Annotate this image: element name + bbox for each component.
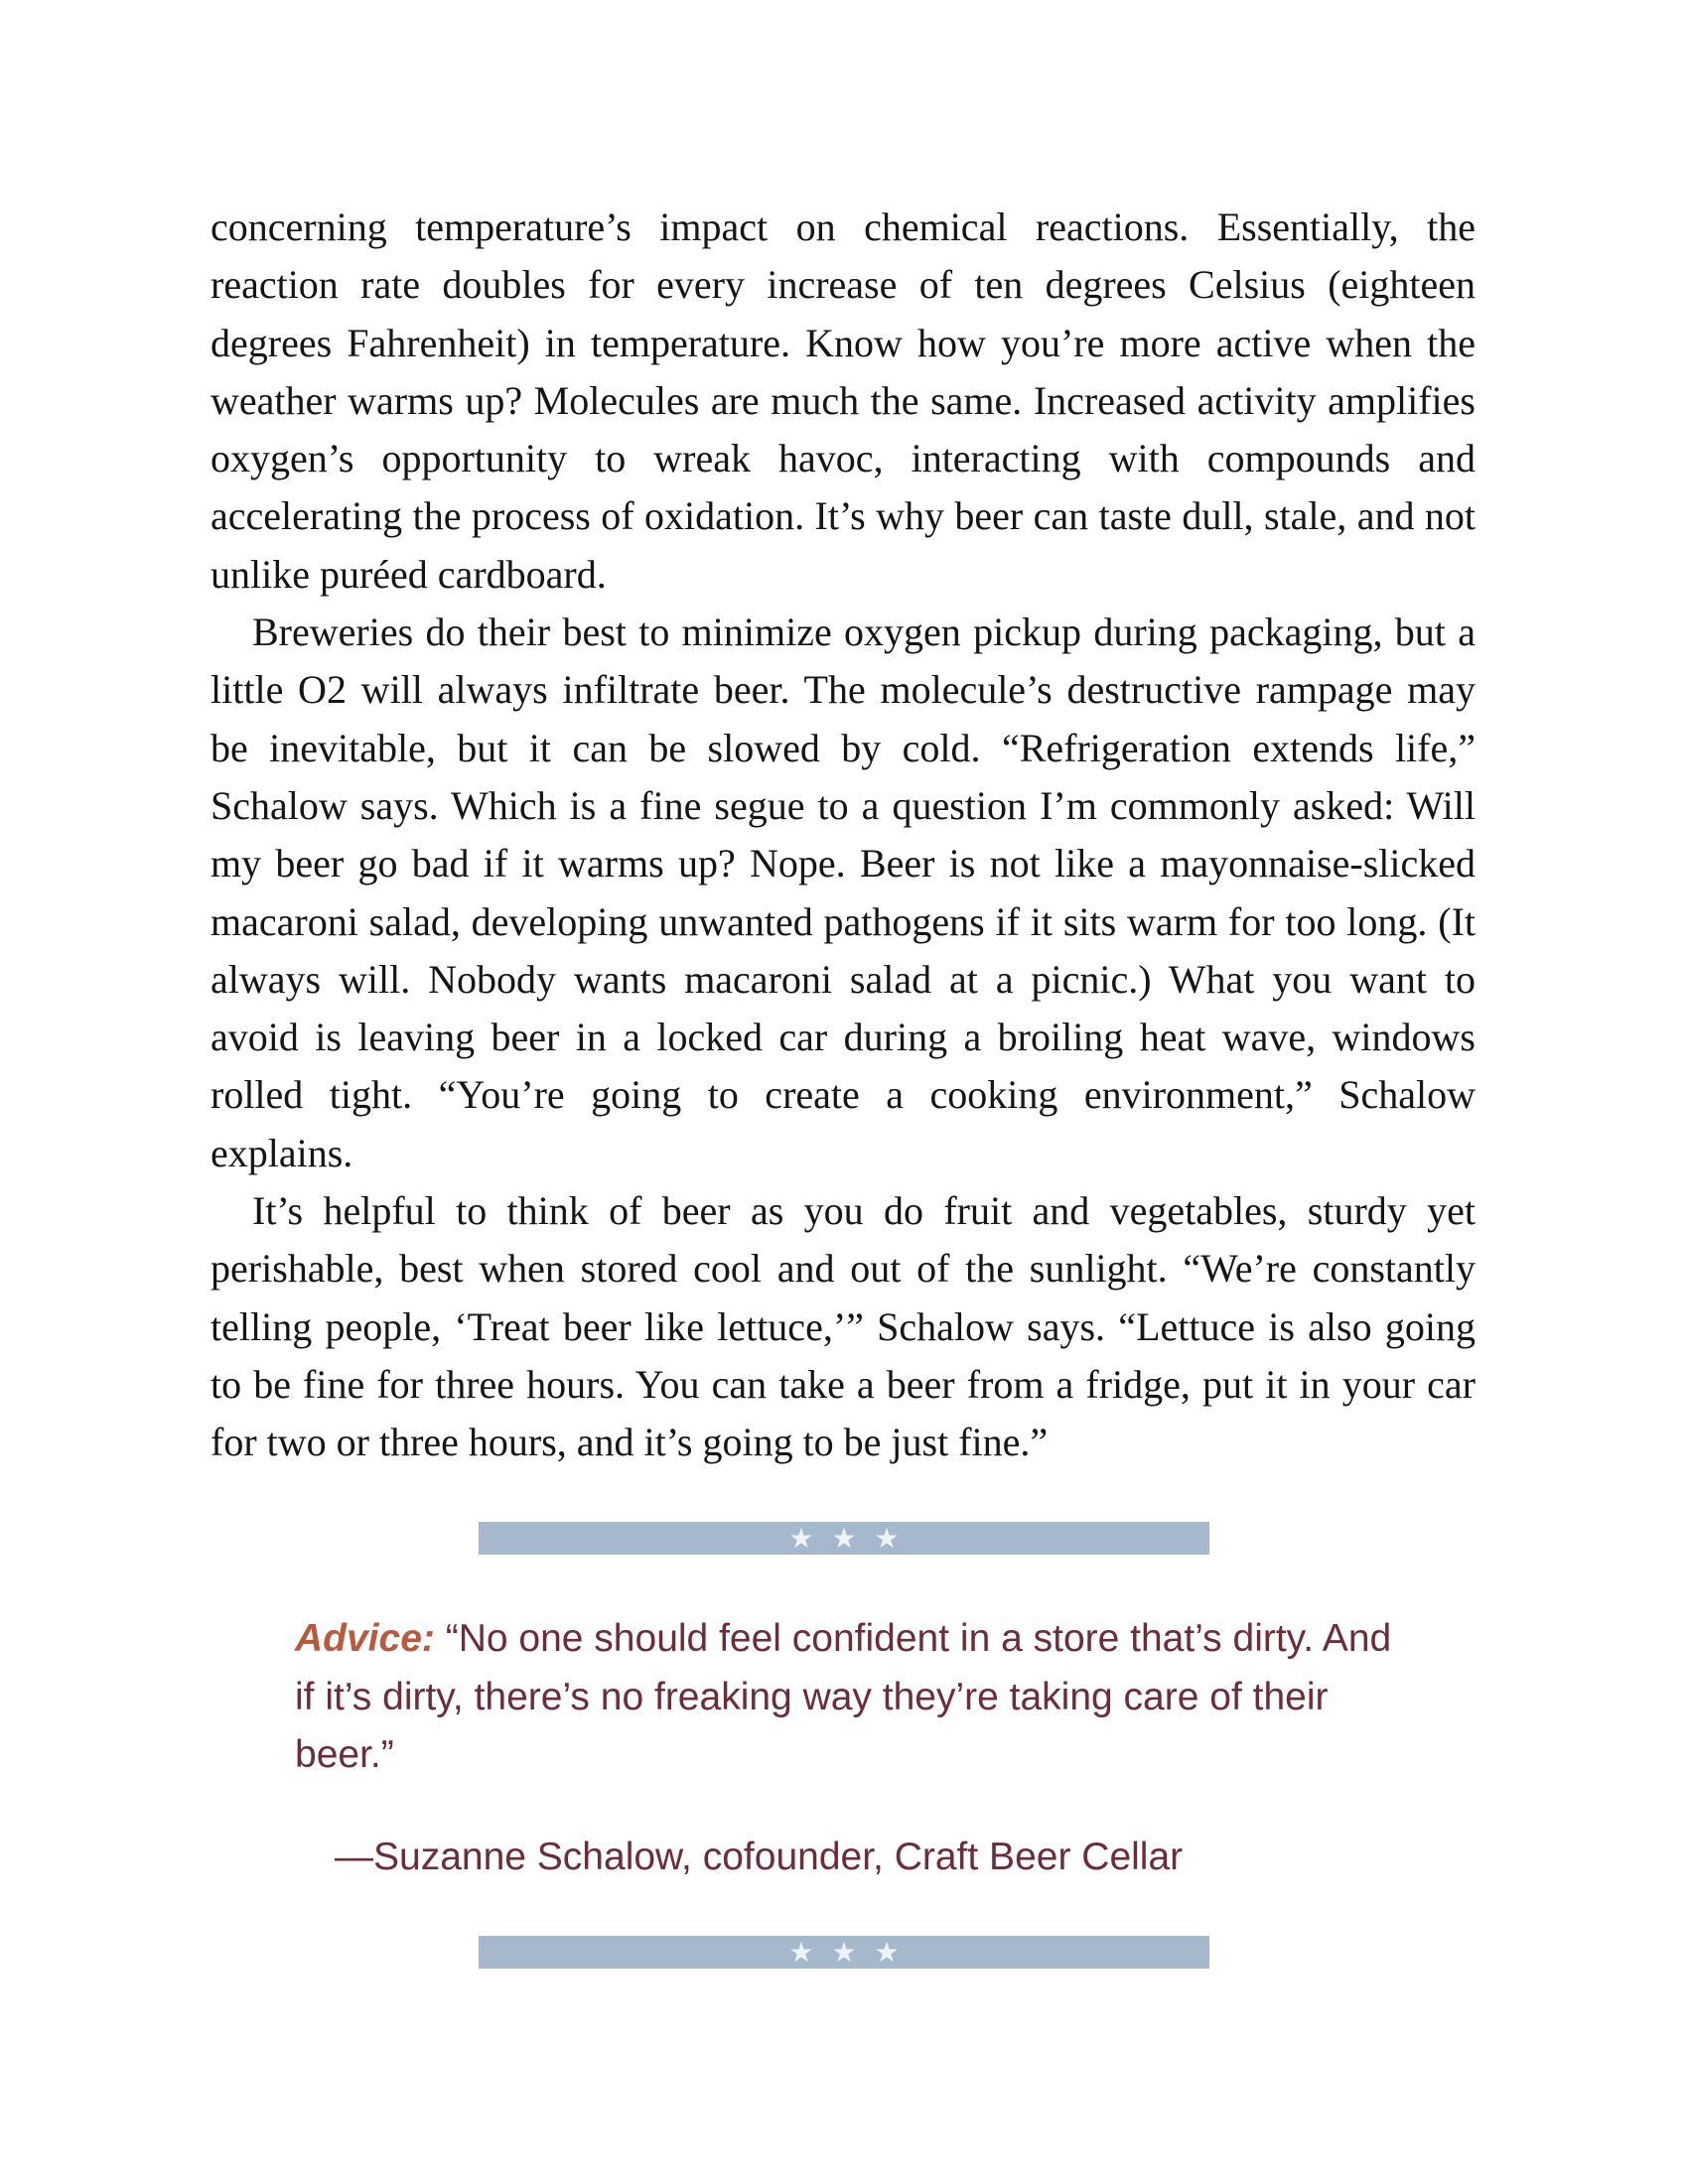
advice-label: Advice: [295,1617,435,1660]
paragraph-2: Breweries do their best to minimize oxygen pickup during packaging, but a little O2 will always infiltrate beer. The molecule’s destructive rampage may be inevitable, but it can be slowed by cold. “Refrigeration extends life,” Schalow says. Which is a fine segue to a question I’m commonly asked: Will my beer go bad if it warms up? Nope. Beer is not like a mayonnaise-slicked macaroni salad, developing unwanted pathogens if it sits warm for too long. (It always will. Nobody wants macaroni salad at a picnic.) What you want to avoid is leaving beer in a locked car during a broiling heat wave, windows rolled tight. “You’re going to create a cooking environment,” Schalow explains. [211,610,1476,1175]
star-icon: ★ [788,1936,814,1969]
advice-attribution: —Suzanne Schalow, cofounder, Craft Beer Cellar [335,1836,1184,1878]
star-divider-bottom [479,1936,1209,1969]
body-text [211,199,1476,1472]
star-icon: ★ [788,1522,814,1555]
star-icon: ★ [831,1936,857,1969]
star-icon: ★ [874,1936,900,1969]
paragraph-1: concerning temperature’s impact on chemical reactions. Essentially, the reaction rate doubles for every increase of ten degrees Celsius (eighteen degrees Fahrenheit) in temperature. Know how you’re more active when the weather warms up? Molecules are much the same. Increased activity amplifies oxygen’s opportunity to wreak havoc, interacting with compounds and accelerating the process of oxidation. It’s why beer can taste dull, stale, and not unlike puréed cardboard. [211,205,1476,597]
advice-quote [295,1610,1417,1785]
advice-text: “No one should feel confident in a store that’s dirty. And if it’s dirty, there’s no freaking way they’re taking care of their beer.” [295,1617,1392,1776]
star-icon: ★ [831,1522,857,1555]
star-divider-top [479,1522,1209,1555]
star-icon: ★ [874,1522,900,1555]
paragraph-3: It’s helpful to think of beer as you do fruit and vegetables, sturdy yet perishable, best when stored cool and out of the sunlight. “We’re constantly telling people, ‘Treat beer like lettuce,’” Schalow says. “Lettuce is also going to be fine for three hours. You can take a beer from a fridge, put it in your car for two or three hours, and it’s going to be just fine.” [211,1188,1476,1465]
